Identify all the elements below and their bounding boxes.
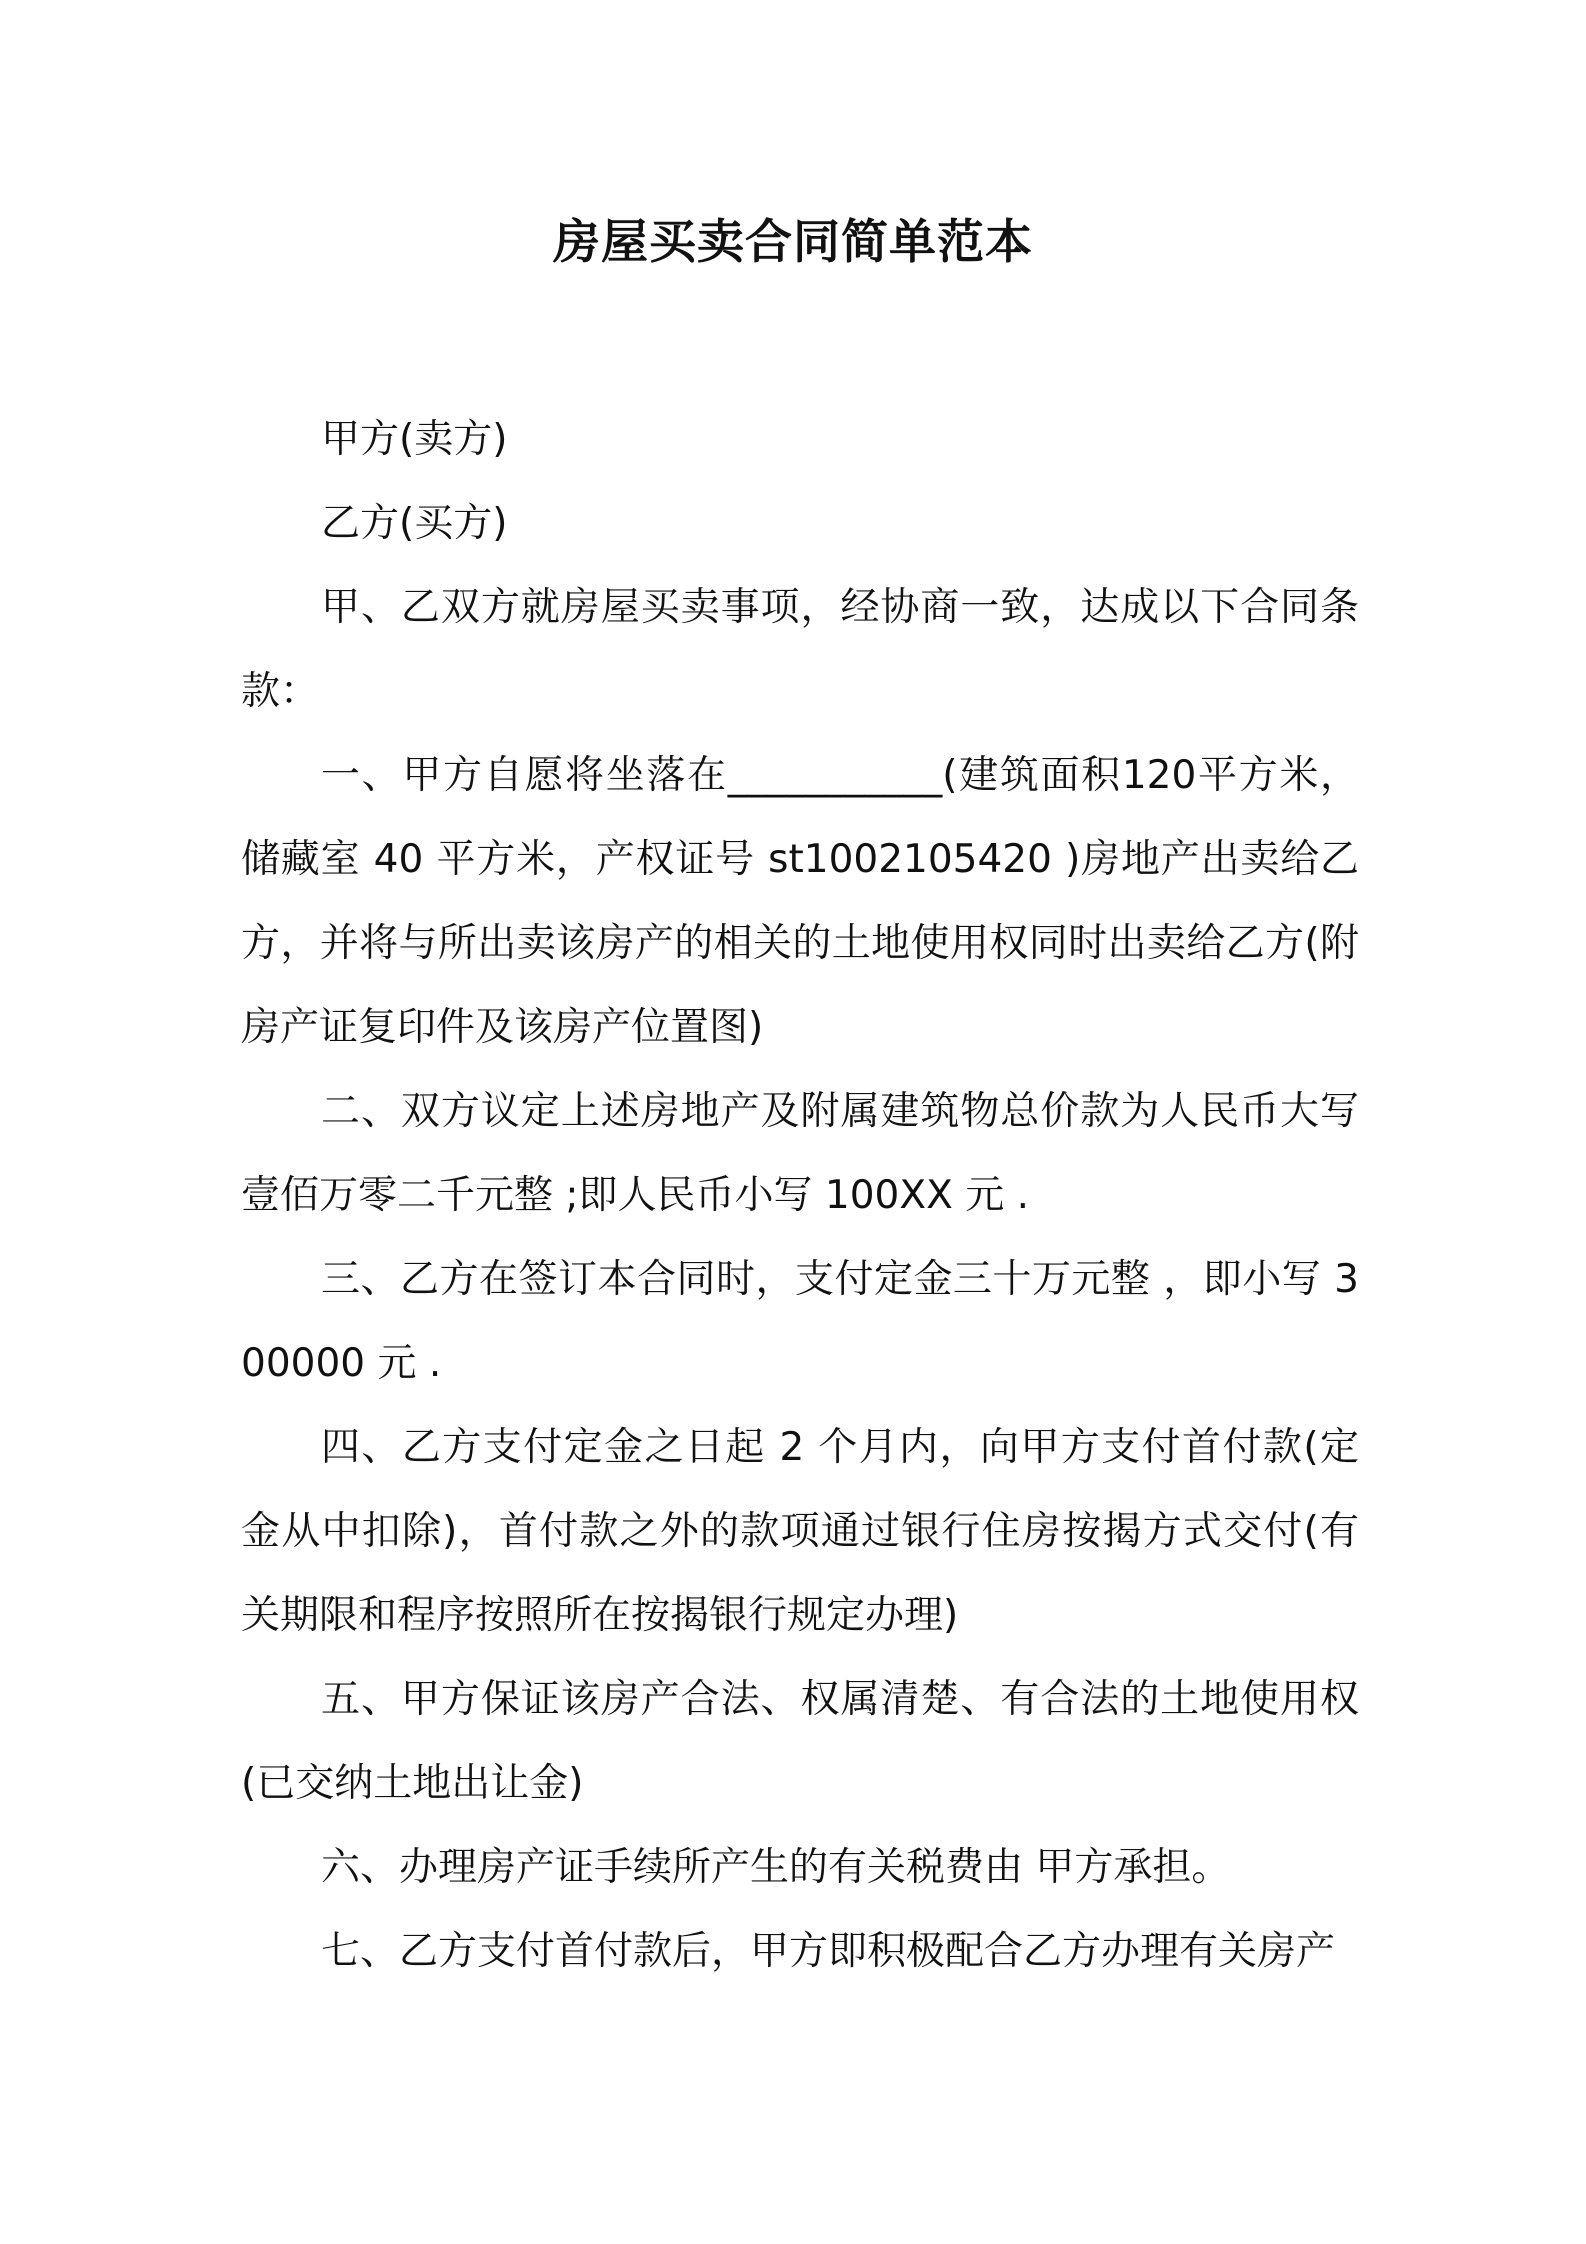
document-title: 房屋买卖合同简单范本 [553, 215, 1033, 270]
paragraph-clause-3: 三、乙方在签订本合同时，支付定金三十万元整 ，即小写 300000 元 . [241, 1257, 1359, 1386]
paragraph-clause-6: 六、办理房产证手续所产生的有关税费由 甲方承担。 [321, 1845, 1231, 1890]
paragraph-party-b: 乙方(买方) [321, 501, 508, 546]
paragraph-clause-5: 五、甲方保证该房产合法、权属清楚、有合法的土地使用权(已交纳土地出让金) [241, 1677, 1359, 1806]
document-body [241, 398, 1359, 1994]
paragraph-party-a: 甲方(卖方) [321, 417, 508, 462]
paragraph-clause-4: 四、乙方支付定金之日起 2 个月内，向甲方支付首付款(定金从中扣除)，首付款之外的款项通过银行住房按揭方式交付(有关期限和程序按照所在按揭银行规定办理) [241, 1425, 1359, 1638]
paragraph-clause-2: 二、双方议定上述房地产及附属建筑物总价款为人民币大写壹佰万零二千元整 ;即人民币小写 100XX 元 . [241, 1089, 1359, 1218]
paragraph-preamble: 甲、乙双方就房屋买卖事项，经协商一致，达成以下合同条款： [241, 585, 1359, 714]
paragraph-clause-7: 七、乙方支付首付款后，甲方即积极配合乙方办理有关房产 [321, 1929, 1336, 1974]
paragraph-clause-1: 一、甲方自愿将坐落在___________(建筑面积120平方米，储藏室 40 平方米，产权证号 st1002105420 )房地产出卖给乙方，并将与所出卖该房产的相关的土地使用权同时出卖给乙方(附房产证复印件及该房产位置图) [241, 753, 1359, 1050]
